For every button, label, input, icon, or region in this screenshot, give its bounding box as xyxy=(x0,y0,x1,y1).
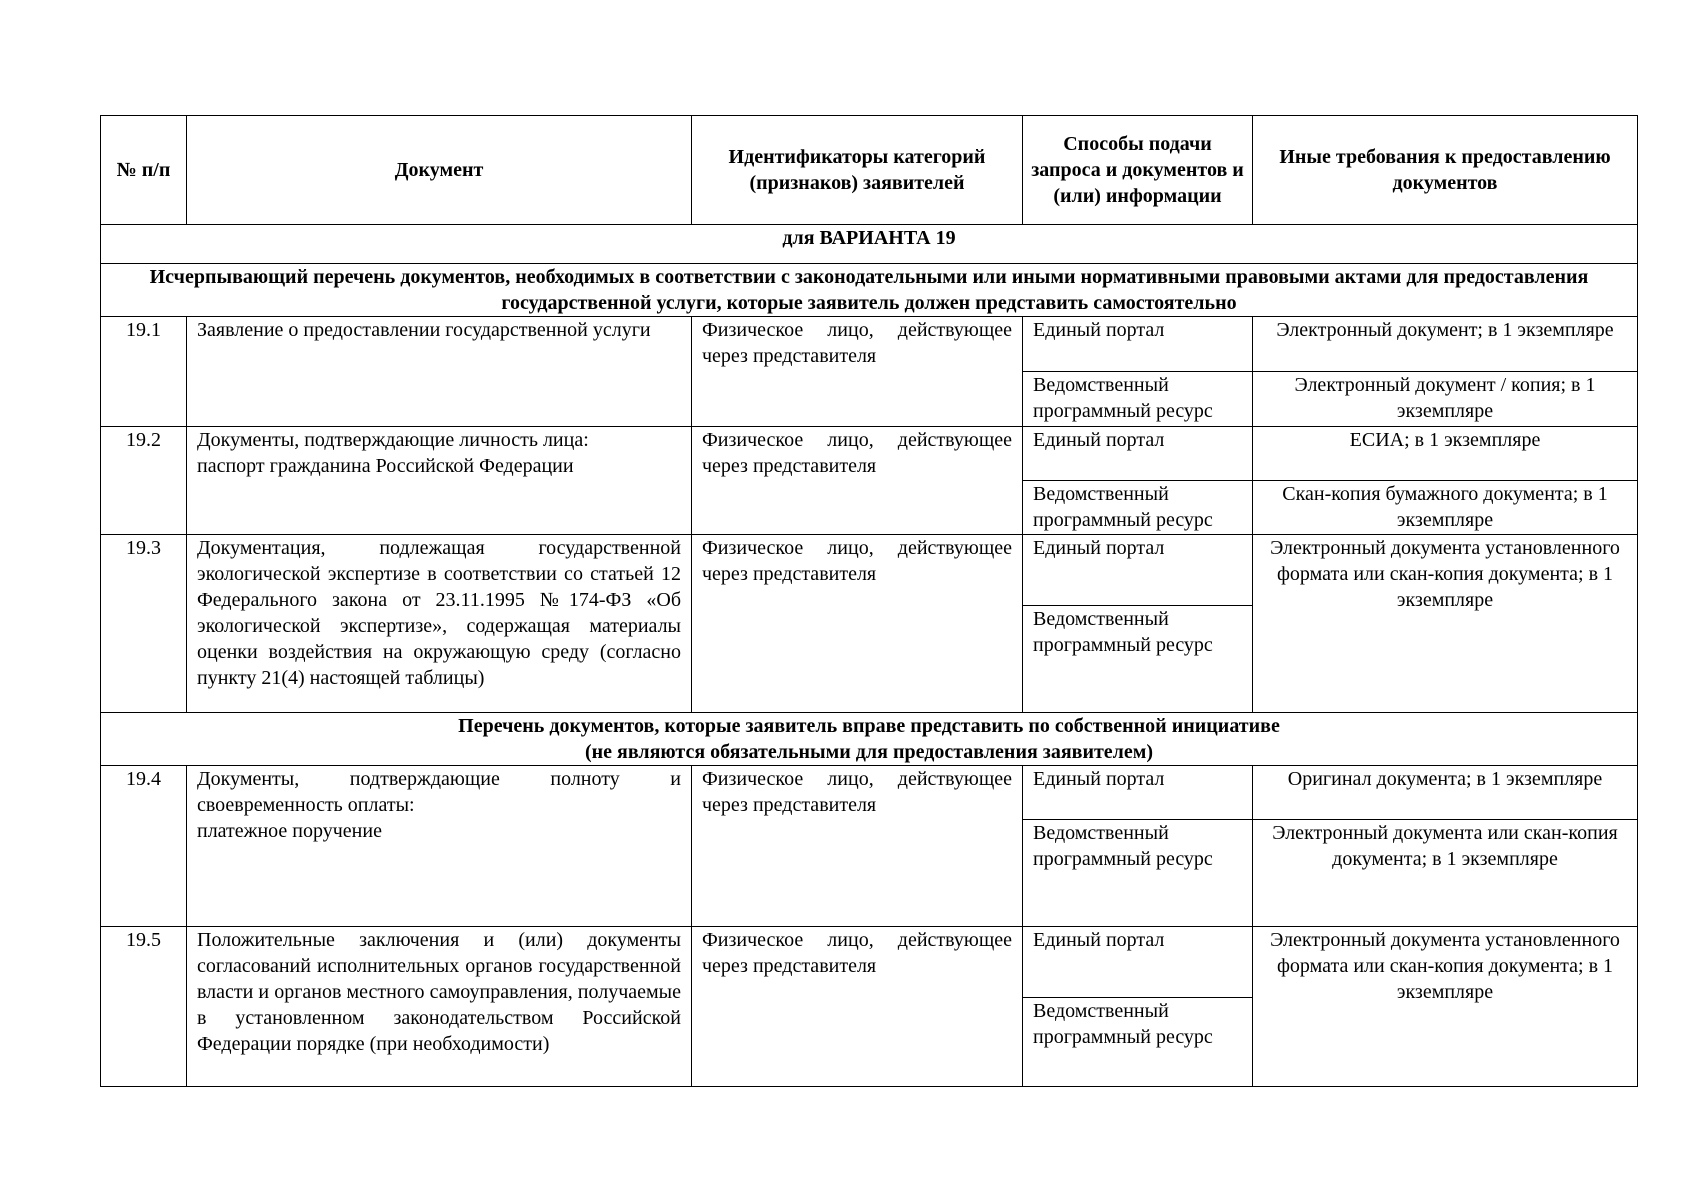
row-number: 19.5 xyxy=(101,927,187,1087)
header-requirements: Иные требования к предоставлению документов xyxy=(1253,116,1638,225)
row-document: Заявление о предоставлении государственной услуги xyxy=(187,317,692,427)
row-category: Физическое лицо, действующее через представителя xyxy=(692,766,1023,927)
row-method: Ведомственный программный ресурс xyxy=(1023,820,1253,927)
documents-table xyxy=(100,115,1638,1087)
row-category: Физическое лицо, действующее через представителя xyxy=(692,317,1023,427)
table-row xyxy=(101,427,1638,481)
variant-title-row xyxy=(101,225,1638,264)
row-requirement: Электронный документа установленного формата или скан-копия документа; в 1 экземпляре xyxy=(1253,927,1638,1087)
variant-title: для ВАРИАНТА 19 xyxy=(101,225,1638,264)
header-document: Документ xyxy=(187,116,692,225)
row-document-line: паспорт гражданина Российской Федерации xyxy=(197,455,574,477)
row-method: Единый портал xyxy=(1023,927,1253,998)
row-document: Документация, подлежащая государственной экологической экспертизе в соответствии со статьей 12 Федерального закона от 23.11.1995 №174-ФЗ «Об экологической экспертизе», содержащая материалы оценки воздействия на окружающую среду (согласно пункту 21(4) настоящей таблицы) xyxy=(187,535,692,713)
row-requirement: Электронный документ; в 1 экземпляре xyxy=(1253,317,1638,372)
row-method: Единый портал xyxy=(1023,427,1253,481)
row-document-line: платежное поручение xyxy=(197,820,382,842)
table-row xyxy=(101,927,1638,998)
section-optional-line: (не являются обязательными для предоставления заявителем) xyxy=(584,741,1154,763)
row-requirement: Скан-копия бумажного документа; в 1 экземпляре xyxy=(1253,481,1638,535)
row-method: Единый портал xyxy=(1023,535,1253,606)
row-category: Физическое лицо, действующее через представителя xyxy=(692,927,1023,1087)
section-mandatory-row xyxy=(101,264,1638,317)
row-document-line: Документы, подтверждающие личность лица: xyxy=(197,429,589,451)
row-requirement: Оригинал документа; в 1 экземпляре xyxy=(1253,766,1638,820)
row-number: 19.3 xyxy=(101,535,187,713)
table-header-row xyxy=(101,116,1638,225)
row-category: Физическое лицо, действующее через представителя xyxy=(692,535,1023,713)
row-method: Ведомственный программный ресурс xyxy=(1023,606,1253,713)
row-method: Ведомственный программный ресурс xyxy=(1023,998,1253,1087)
header-category: Идентификаторы категорий (признаков) заявителей xyxy=(692,116,1023,225)
header-num: № п/п xyxy=(101,116,187,225)
table-row xyxy=(101,535,1638,606)
row-requirement: Электронный документ / копия; в 1 экземпляре xyxy=(1253,372,1638,427)
row-document xyxy=(187,427,692,535)
row-requirement: Электронный документа или скан-копия документа; в 1 экземпляре xyxy=(1253,820,1638,927)
section-mandatory-title: Исчерпывающий перечень документов, необходимых в соответствии с законодательными или иными нормативными правовыми актами для предоставления государственной услуги, которые заявитель должен представить самостоятельно xyxy=(101,264,1638,317)
row-number: 19.2 xyxy=(101,427,187,535)
row-document: Положительные заключения и (или) документы согласований исполнительных органов государственной власти и органов местного самоуправления, получаемые в установленном законодательством Российской Федерации порядке (при необходимости) xyxy=(187,927,692,1087)
table-row xyxy=(101,766,1638,820)
row-method: Ведомственный программный ресурс xyxy=(1023,481,1253,535)
row-number: 19.4 xyxy=(101,766,187,927)
section-optional-row xyxy=(101,713,1638,766)
row-method: Ведомственный программный ресурс xyxy=(1023,372,1253,427)
row-method: Единый портал xyxy=(1023,317,1253,372)
row-document-line: Документы, подтверждающие полноту и своевременность оплаты: xyxy=(197,768,681,816)
row-method: Единый портал xyxy=(1023,766,1253,820)
row-requirement: Электронный документа установленного формата или скан-копия документа; в 1 экземпляре xyxy=(1253,535,1638,713)
section-optional-line: Перечень документов, которые заявитель вправе представить по собственной инициативе xyxy=(458,715,1280,737)
section-optional-title xyxy=(101,713,1638,766)
table-row xyxy=(101,317,1638,372)
row-requirement: ЕСИА; в 1 экземпляре xyxy=(1253,427,1638,481)
row-category: Физическое лицо, действующее через представителя xyxy=(692,427,1023,535)
row-number: 19.1 xyxy=(101,317,187,427)
row-document xyxy=(187,766,692,927)
header-methods: Способы подачи запроса и документов и (или) информации xyxy=(1023,116,1253,225)
